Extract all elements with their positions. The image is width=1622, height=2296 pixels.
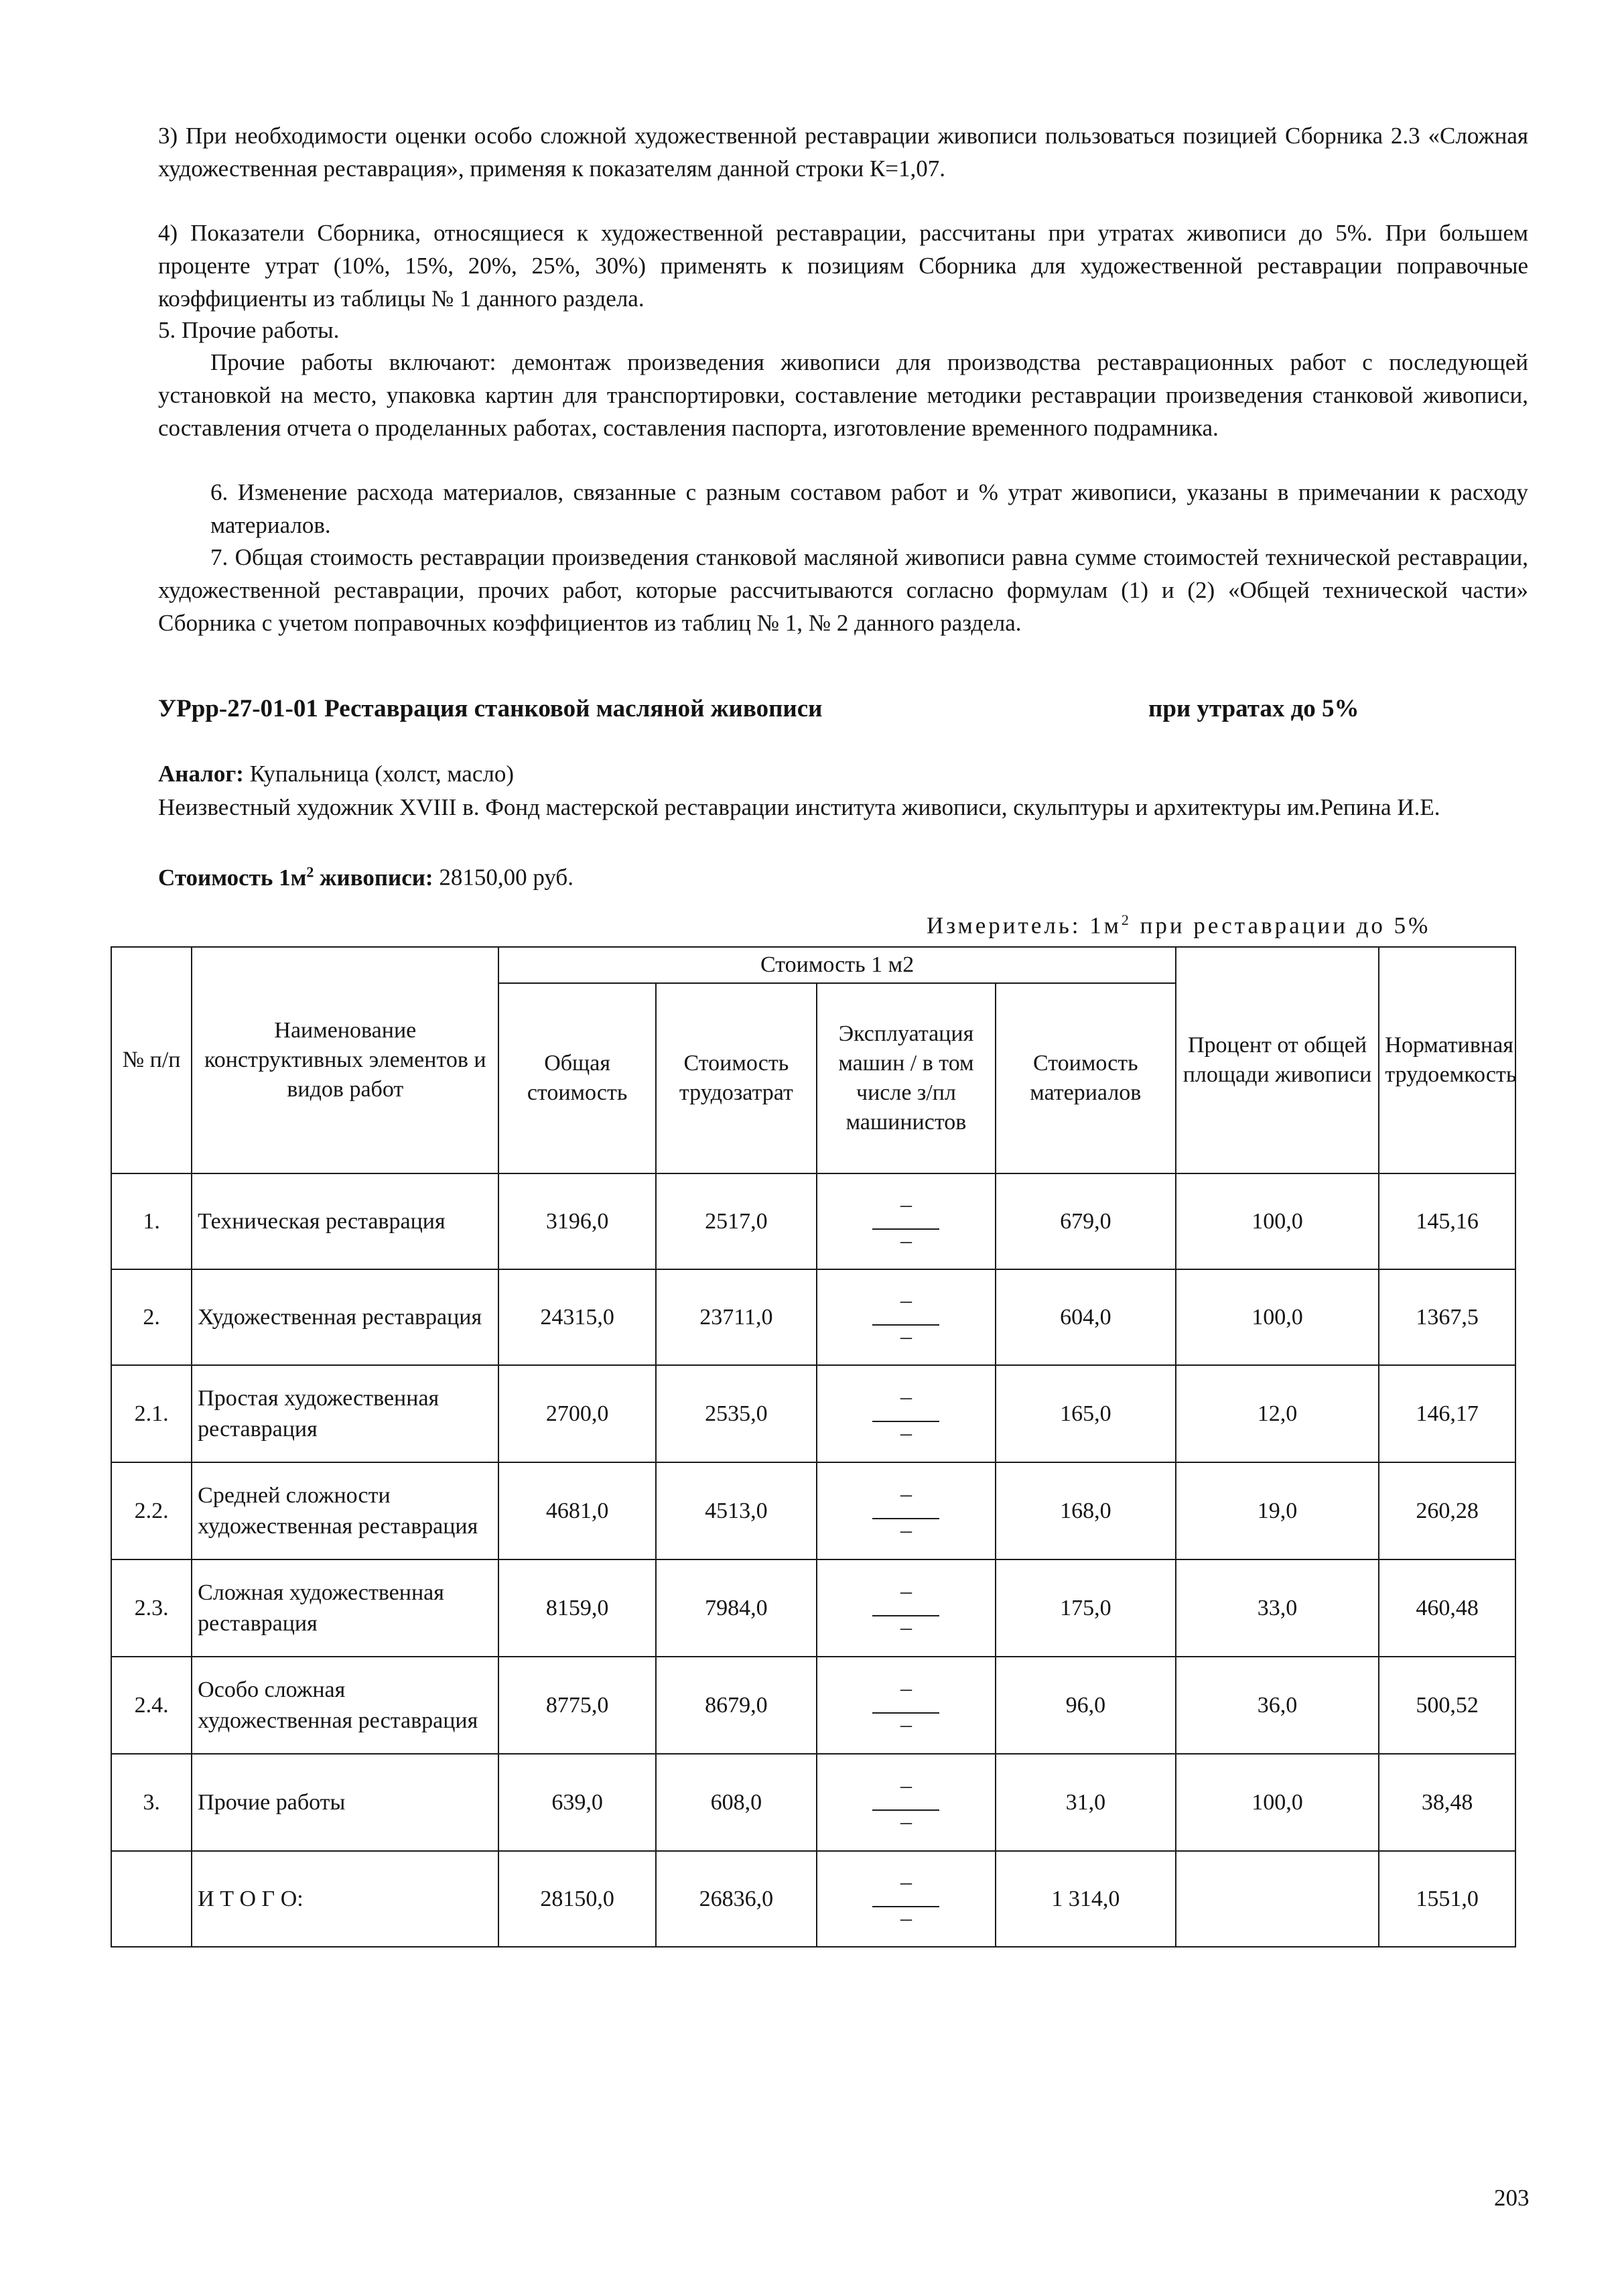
row-materials: 604,0 bbox=[996, 1269, 1176, 1365]
machines-bottom: – bbox=[900, 1517, 912, 1543]
row-norm: 500,52 bbox=[1379, 1657, 1515, 1754]
note-7: 7. Общая стоимость реставрации произведения станковой масляной живописи равна сумме стоимостей технической реставрации, художественной реставрации, прочих работ, которые рассчитываются согласно формулам (1) и (2) «Общей технической части» Сборника с учетом поправочных коэффициентов из таблиц № 1, № 2 данного раздела. bbox=[158, 544, 1528, 636]
row-norm: 145,16 bbox=[1379, 1173, 1515, 1269]
machines-top: – bbox=[900, 1869, 912, 1895]
row-norm: 260,28 bbox=[1379, 1462, 1515, 1559]
table-row bbox=[111, 1365, 1515, 1462]
row-materials: 165,0 bbox=[996, 1365, 1176, 1462]
machines-top: – bbox=[900, 1675, 912, 1701]
row-machines bbox=[817, 1754, 996, 1851]
machines-bottom: – bbox=[900, 1420, 912, 1446]
row-total: 4681,0 bbox=[498, 1462, 655, 1559]
cost-label-sup: 2 bbox=[306, 863, 314, 880]
row-percent: 33,0 bbox=[1176, 1559, 1379, 1657]
section-condition: при утратах до 5% bbox=[1148, 695, 1359, 722]
header-machines: Эксплуатация машин / в том числе з/пл машинистов bbox=[817, 983, 996, 1173]
row-materials: 1 314,0 bbox=[996, 1851, 1176, 1947]
row-no: 2.4. bbox=[111, 1657, 192, 1754]
row-labor: 23711,0 bbox=[656, 1269, 817, 1365]
measure-post: при реставрации до 5% bbox=[1131, 912, 1431, 939]
row-total: 8775,0 bbox=[498, 1657, 655, 1754]
header-total: Общая стоимость bbox=[498, 983, 655, 1173]
row-name: И Т О Г О: bbox=[192, 1851, 498, 1947]
header-no: № п/п bbox=[111, 947, 192, 1173]
row-machines bbox=[817, 1365, 996, 1462]
analog-description: Неизвестный художник XVIII в. Фонд мастерской реставрации института живописи, скульптуры и архитектуры им.Репина И.Е. bbox=[158, 794, 1440, 820]
row-machines bbox=[817, 1657, 996, 1754]
row-labor: 608,0 bbox=[656, 1754, 817, 1851]
row-materials: 679,0 bbox=[996, 1173, 1176, 1269]
row-machines bbox=[817, 1173, 996, 1269]
cost-value: 28150,00 руб. bbox=[439, 864, 573, 891]
row-labor: 2535,0 bbox=[656, 1365, 817, 1462]
row-percent bbox=[1176, 1851, 1379, 1947]
machines-top: – bbox=[900, 1287, 912, 1313]
machines-bottom: – bbox=[900, 1809, 912, 1834]
row-percent: 100,0 bbox=[1176, 1173, 1379, 1269]
measure-unit bbox=[927, 911, 1430, 940]
row-name: Техническая реставрация bbox=[192, 1173, 498, 1269]
table-row bbox=[111, 1559, 1515, 1657]
row-norm: 1367,5 bbox=[1379, 1269, 1515, 1365]
row-name: Особо сложная художественная реставрация bbox=[192, 1657, 498, 1754]
machines-bottom: – bbox=[900, 1905, 912, 1931]
measure-pre: Измеритель: 1м bbox=[927, 912, 1122, 939]
row-percent: 100,0 bbox=[1176, 1269, 1379, 1365]
table-row bbox=[111, 1754, 1515, 1851]
cost-line bbox=[158, 855, 1528, 894]
table-row bbox=[111, 1462, 1515, 1559]
machines-top: – bbox=[900, 1773, 912, 1798]
note-4: 4) Показатели Сборника, относящиеся к художественной реставрации, рассчитаны при утратах живописи до 5%. При большем проценте утрат (10%, 15%, 20%, 25%, 30%) применять к позициям Сборника для художественной реставрации поправочные коэффициенты из таблицы № 1 данного раздела. bbox=[158, 220, 1528, 312]
analog-label: Аналог: bbox=[158, 761, 244, 787]
row-total: 24315,0 bbox=[498, 1269, 655, 1365]
row-machines bbox=[817, 1462, 996, 1559]
page-number: 203 bbox=[1494, 2185, 1530, 2211]
cost-table bbox=[111, 946, 1516, 1948]
note-3: 3) При необходимости оценки особо сложной художественной реставрации живописи пользоваться позицией Сборника 2.3 «Сложная художественная реставрация», применяя к показателям данной строки К=1,07. bbox=[158, 123, 1528, 182]
machines-bottom: – bbox=[900, 1228, 912, 1253]
row-labor: 26836,0 bbox=[656, 1851, 817, 1947]
header-materials: Стоимость материалов bbox=[996, 983, 1176, 1173]
row-name: Сложная художественная реставрация bbox=[192, 1559, 498, 1657]
machines-top: – bbox=[900, 1384, 912, 1409]
row-norm: 146,17 bbox=[1379, 1365, 1515, 1462]
note-6-text: 6. Изменение расхода материалов, связанные с разным составом работ и % утрат живописи, указаны в примечании к расходу материалов. bbox=[210, 479, 1528, 538]
note-6 bbox=[158, 476, 1528, 541]
row-machines bbox=[817, 1559, 996, 1657]
cost-label-pre: Стоимость 1м bbox=[158, 864, 307, 891]
machines-top: – bbox=[900, 1192, 912, 1217]
note-5-title: 5. Прочие работы. bbox=[158, 317, 340, 343]
machines-bottom: – bbox=[900, 1712, 912, 1737]
section-title: УРрр-27-01-01 Реставрация станковой масляной живописи bbox=[158, 695, 823, 722]
row-materials: 31,0 bbox=[996, 1754, 1176, 1851]
analog-line bbox=[158, 757, 1528, 790]
row-norm: 38,48 bbox=[1379, 1754, 1515, 1851]
row-no: 2.1. bbox=[111, 1365, 192, 1462]
cost-label bbox=[158, 865, 433, 891]
row-machines bbox=[817, 1269, 996, 1365]
row-name: Простая художественная реставрация bbox=[192, 1365, 498, 1462]
row-norm: 460,48 bbox=[1379, 1559, 1515, 1657]
table-row bbox=[111, 1173, 1515, 1269]
row-materials: 96,0 bbox=[996, 1657, 1176, 1754]
row-total: 3196,0 bbox=[498, 1173, 655, 1269]
row-total: 639,0 bbox=[498, 1754, 655, 1851]
row-name: Прочие работы bbox=[192, 1754, 498, 1851]
row-percent: 100,0 bbox=[1176, 1754, 1379, 1851]
row-total: 28150,0 bbox=[498, 1851, 655, 1947]
row-total: 2700,0 bbox=[498, 1365, 655, 1462]
row-no: 1. bbox=[111, 1173, 192, 1269]
row-no: 2.3. bbox=[111, 1559, 192, 1657]
machines-bottom: – bbox=[900, 1614, 912, 1640]
header-cost-group: Стоимость 1 м2 bbox=[498, 947, 1175, 983]
row-labor: 4513,0 bbox=[656, 1462, 817, 1559]
measure-sup: 2 bbox=[1121, 911, 1132, 928]
header-name: Наименование конструктивных элементов и видов работ bbox=[192, 947, 498, 1173]
row-labor: 7984,0 bbox=[656, 1559, 817, 1657]
row-name: Средней сложности художественная реставрация bbox=[192, 1462, 498, 1559]
table-row bbox=[111, 1657, 1515, 1754]
row-percent: 19,0 bbox=[1176, 1462, 1379, 1559]
header-labor: Стоимость трудозатрат bbox=[656, 983, 817, 1173]
table-row bbox=[111, 1269, 1515, 1365]
row-percent: 36,0 bbox=[1176, 1657, 1379, 1754]
row-labor: 8679,0 bbox=[656, 1657, 817, 1754]
row-no: 3. bbox=[111, 1754, 192, 1851]
row-materials: 175,0 bbox=[996, 1559, 1176, 1657]
row-name: Художественная реставрация bbox=[192, 1269, 498, 1365]
note-5-body: Прочие работы включают: демонтаж произведения живописи для производства реставрационных работ с последующей установкой на место, упаковка картин для транспортировки, составление методики реставрации произведения станковой живописи, составления отчета о проделанных работах, составления паспорта, изготовление временного подрамника. bbox=[158, 349, 1528, 441]
row-materials: 168,0 bbox=[996, 1462, 1176, 1559]
row-no: 2. bbox=[111, 1269, 192, 1365]
header-percent: Процент от общей площади живописи bbox=[1176, 947, 1379, 1173]
row-machines bbox=[817, 1851, 996, 1947]
table-row-total bbox=[111, 1851, 1515, 1947]
machines-bottom: – bbox=[900, 1324, 912, 1349]
machines-top: – bbox=[900, 1481, 912, 1507]
row-percent: 12,0 bbox=[1176, 1365, 1379, 1462]
cost-label-post: живописи: bbox=[314, 864, 433, 891]
row-norm: 1551,0 bbox=[1379, 1851, 1515, 1947]
row-no: 2.2. bbox=[111, 1462, 192, 1559]
row-no bbox=[111, 1851, 192, 1947]
row-total: 8159,0 bbox=[498, 1559, 655, 1657]
header-norm: Нормативная трудоемкость bbox=[1379, 947, 1515, 1173]
row-labor: 2517,0 bbox=[656, 1173, 817, 1269]
machines-top: – bbox=[900, 1578, 912, 1604]
analog-value: Купальница (холст, масло) bbox=[249, 761, 515, 787]
